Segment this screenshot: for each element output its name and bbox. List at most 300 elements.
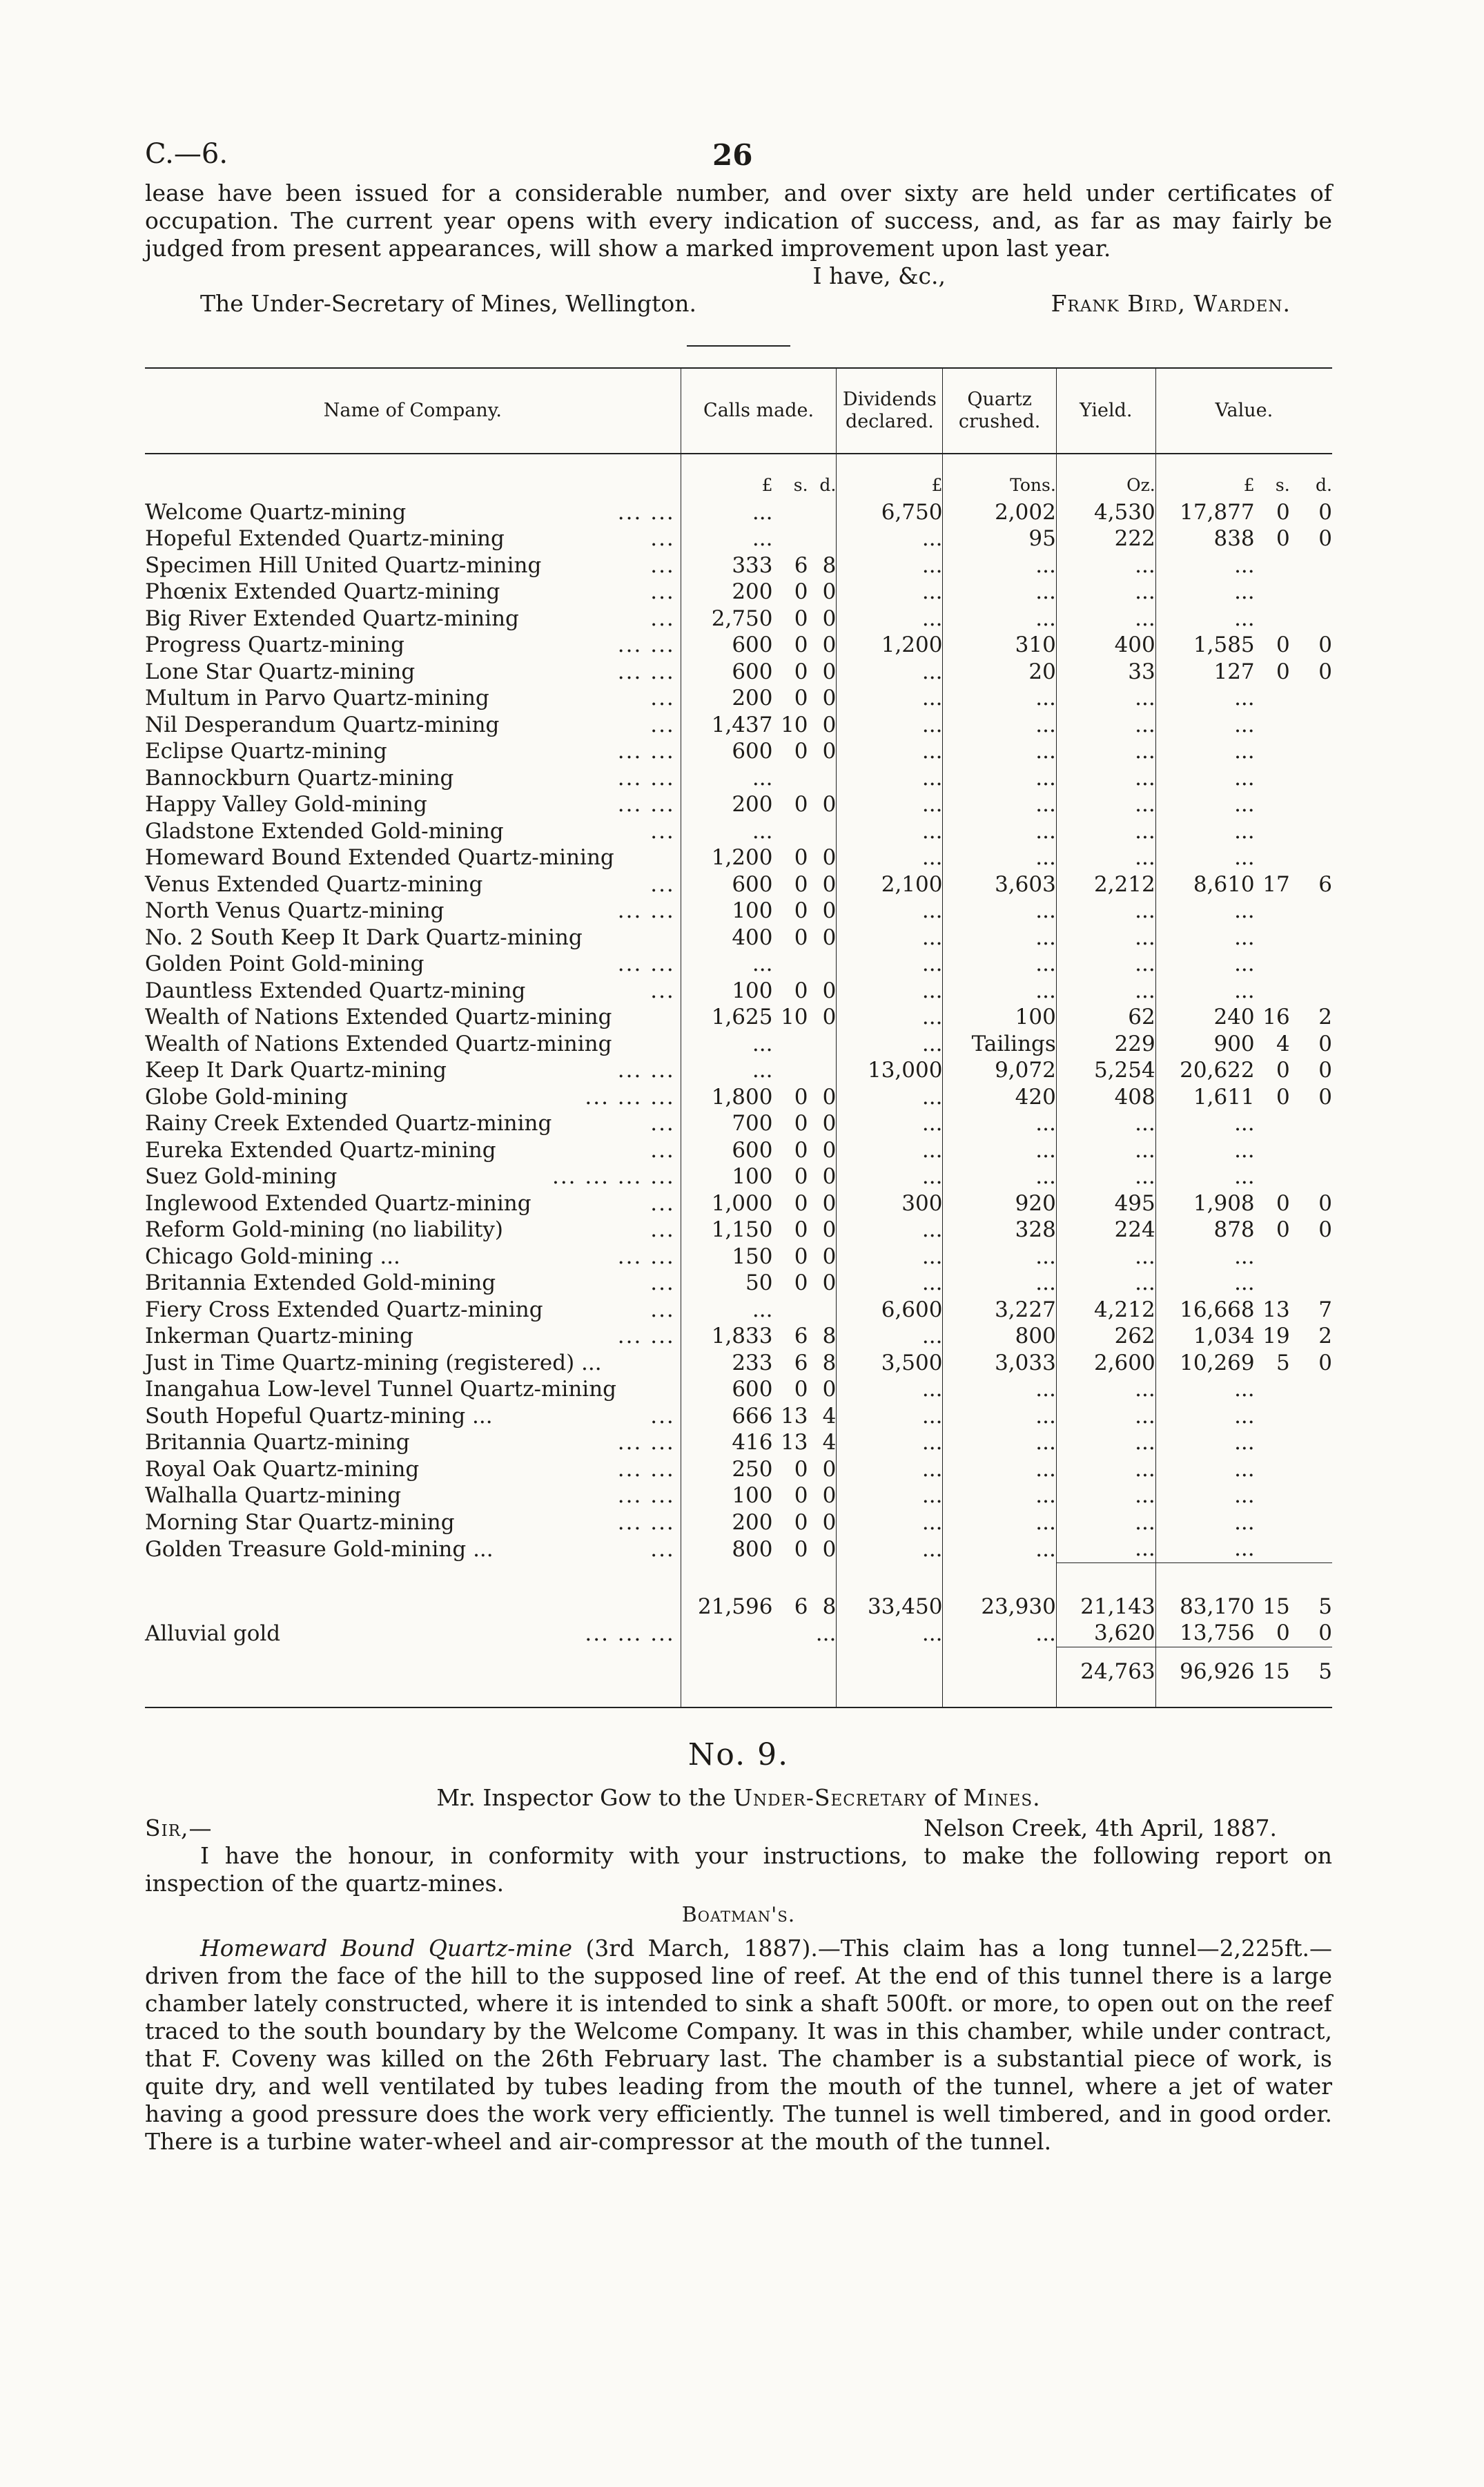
table-row (145, 1057, 1332, 1084)
value-pounds: ... (1155, 765, 1254, 792)
unit-value-shillings: s. (1275, 475, 1290, 495)
table-header-row (145, 368, 1332, 454)
company-name: Rainy Creek Extended Quartz-mining (145, 1111, 552, 1136)
calls-pence: 4 (822, 1430, 837, 1455)
company-name: Hopeful Extended Quartz-mining (145, 526, 505, 551)
table-row (145, 1456, 1332, 1483)
value-pence (1290, 791, 1332, 818)
units-row (145, 454, 1332, 499)
quartz-crushed: 95 (943, 525, 1056, 552)
value-shillings (1255, 898, 1290, 925)
value-shillings (1255, 552, 1290, 579)
calls-pence: 0 (822, 659, 837, 684)
calls-pounds: 200 (681, 1509, 772, 1536)
calls-pounds: 1,833 (681, 1323, 772, 1350)
calls-pence: 0 (822, 1270, 837, 1295)
value-shillings (1255, 818, 1290, 845)
company-name: Walhalla Quartz-mining (145, 1483, 402, 1508)
calls-pence: 8 (822, 1324, 837, 1348)
dividends: ... (837, 791, 943, 818)
dot-leader: ... (650, 552, 675, 578)
calls-pounds: 416 (681, 1429, 772, 1456)
quartz-crushed: 328 (943, 1217, 1056, 1244)
dot-leader: ... (650, 1137, 675, 1163)
dot-leader: ... ... (617, 499, 675, 525)
subheading-mines: Mines. (963, 1784, 1041, 1811)
value-pounds: ... (1155, 1509, 1254, 1536)
calls-pence: 0 (822, 1217, 837, 1242)
company-name: Royal Oak Quartz-mining (145, 1456, 420, 1482)
calls-shillings: 0 (794, 871, 808, 897)
company-name: Dauntless Extended Quartz-mining (145, 978, 526, 1003)
value-pounds: 16,668 (1155, 1297, 1254, 1324)
yield: 4,530 (1056, 499, 1155, 526)
dot-leader: ... ... (617, 1430, 675, 1455)
table-row (145, 579, 1332, 606)
calls-shillings (772, 1057, 808, 1084)
dot-leader: ... (650, 1111, 675, 1136)
value-pounds: ... (1155, 791, 1254, 818)
dot-leader: ... (650, 1190, 675, 1216)
value-pence: 0 (1318, 1350, 1332, 1375)
table-row (145, 1297, 1332, 1324)
value-pence: 2 (1318, 1324, 1332, 1348)
quartz-crushed: 3,603 (943, 871, 1056, 898)
yield: ... (1056, 844, 1155, 871)
calls-shillings (772, 1031, 808, 1058)
subheading-prefix: Mr. Inspector Gow to the (436, 1784, 726, 1811)
calls-shillings: 0 (794, 1377, 808, 1402)
dividends: ... (837, 525, 943, 552)
section-rule (687, 345, 790, 347)
quartz-crushed: ... (943, 685, 1056, 712)
unit-value-pence: d. (1316, 475, 1332, 495)
table-row (145, 818, 1332, 845)
yield: ... (1056, 951, 1155, 978)
value-shillings (1255, 1482, 1290, 1509)
yield: ... (1056, 1110, 1155, 1137)
dividends: 6,750 (837, 499, 943, 526)
company-name: Bannockburn Quartz-mining (145, 765, 454, 791)
quartz-crushed: 420 (943, 1084, 1056, 1111)
calls-pounds: ... (681, 1057, 772, 1084)
quartz-crushed: ... (943, 1163, 1056, 1190)
alluvial-value-pounds: 13,756 (1155, 1620, 1254, 1647)
calls-pounds: 666 (681, 1403, 772, 1430)
value-pence: 7 (1318, 1297, 1332, 1322)
yield: ... (1056, 685, 1155, 712)
value-pounds: ... (1155, 712, 1254, 739)
yield: 262 (1056, 1323, 1155, 1350)
yield: ... (1056, 1376, 1155, 1403)
dot-leader: ... (650, 606, 675, 631)
value-pence (1290, 552, 1332, 579)
value-pounds: ... (1155, 1244, 1254, 1270)
value-shillings: 0 (1276, 1217, 1290, 1242)
value-pence: 0 (1318, 1058, 1332, 1083)
yield: ... (1056, 1456, 1155, 1483)
table-row (145, 632, 1332, 659)
calls-pence (808, 525, 837, 552)
value-pence: 0 (1318, 1084, 1332, 1110)
grand-total-row (145, 1647, 1332, 1707)
yield: ... (1056, 925, 1155, 951)
value-pounds: ... (1155, 818, 1254, 845)
dividends: ... (837, 898, 943, 925)
grand-total-value-pence: 5 (1290, 1647, 1332, 1707)
dividends: 13,000 (837, 1057, 943, 1084)
calls-pounds: 1,625 (681, 1004, 772, 1031)
calls-pence: 0 (822, 1244, 837, 1269)
dividends: ... (837, 712, 943, 739)
calls-pence: 0 (822, 632, 837, 657)
dividends: ... (837, 1270, 943, 1297)
value-pounds: 20,622 (1155, 1057, 1254, 1084)
calls-pence (808, 499, 837, 526)
yield: 2,600 (1056, 1350, 1155, 1377)
value-pounds: 10,269 (1155, 1350, 1254, 1377)
page-number: 26 (712, 138, 753, 172)
alluvial-label: Alluvial gold (145, 1620, 281, 1646)
company-name: Big River Extended Quartz-mining (145, 606, 519, 631)
value-pence: 6 (1318, 871, 1332, 897)
value-pounds: ... (1155, 951, 1254, 978)
document-heading: No. 9. (687, 1737, 790, 1772)
table-row (145, 1429, 1332, 1456)
value-pence: 0 (1318, 526, 1332, 551)
dot-leader (602, 1350, 681, 1377)
calls-shillings: 0 (794, 1536, 808, 1562)
value-pence (1290, 1137, 1332, 1164)
table-row (145, 1350, 1332, 1377)
table-row (145, 791, 1332, 818)
company-name: Nil Desperandum Quartz-mining (145, 712, 500, 737)
calls-shillings: 0 (794, 1190, 808, 1216)
company-name: Inangahua Low-level Tunnel Quartz-mining (145, 1377, 617, 1402)
quartz-crushed: ... (943, 898, 1056, 925)
value-shillings: 0 (1276, 1058, 1290, 1083)
calls-pounds: 200 (681, 685, 772, 712)
signature-line (145, 290, 1332, 318)
dot-leader: ... ... (617, 1456, 675, 1482)
report-body: (3rd March, 1887).—This claim has a long tunnel—2,225ft.—driven from the face of the hill to the supposed line of reef. At the end of this tunnel there is a large chamber lately constructed, where it is intended to sink a shaft 500ft. or more, to open out on the reef traced to the south boundary by the Welcome Company. It was in this chamber, while under contract, that F. Coveny was killed on the 26th February last. The chamber is a substantial piece of work, is quite dry, and well ventilated by tubes leading from the mouth of the tunnel, where a jet of water having a good pressure does the work very efficiently. The tunnel is well timbered, and in good order. There is a turbine water-wheel and air-compressor at the mouth of the tunnel. (145, 1935, 1333, 2155)
dot-leader (616, 1376, 681, 1403)
table-row (145, 499, 1332, 526)
yield: ... (1056, 1429, 1155, 1456)
dot-leader: ... (650, 1536, 675, 1562)
value-shillings (1255, 579, 1290, 606)
company-name: Progress Quartz-mining (145, 632, 404, 657)
dot-leader: ... (650, 1217, 675, 1242)
dot-leader: ... (650, 871, 675, 897)
quartz-crushed: 20 (943, 659, 1056, 686)
section-heading: Boatman's. (681, 1903, 796, 1927)
value-shillings (1255, 1244, 1290, 1270)
value-pence (1290, 898, 1332, 925)
value-pence (1290, 1163, 1332, 1190)
calls-shillings (772, 525, 808, 552)
dividends: 2,100 (837, 871, 943, 898)
company-name: Globe Gold-mining (145, 1084, 349, 1110)
dividends: ... (837, 1536, 943, 1562)
calls-pounds: 400 (681, 925, 772, 951)
dividends: ... (837, 1429, 943, 1456)
quartz-crushed: ... (943, 1270, 1056, 1297)
calls-pounds: ... (681, 525, 772, 552)
calls-pence: 0 (822, 1190, 837, 1216)
dot-leader: ... ... (617, 1483, 675, 1508)
value-shillings: 4 (1276, 1031, 1290, 1056)
calls-pence: 0 (822, 686, 837, 710)
company-name: Wealth of Nations Extended Quartz-mining (145, 1031, 612, 1056)
header-value: Value. (1155, 368, 1332, 454)
value-pounds: ... (1155, 606, 1254, 632)
table-row (145, 685, 1332, 712)
table-row (145, 525, 1332, 552)
dividends: ... (837, 685, 943, 712)
calls-shillings: 6 (794, 1324, 808, 1348)
company-name: Morning Star Quartz-mining (145, 1509, 455, 1535)
company-name: Gladstone Extended Gold-mining (145, 818, 504, 844)
value-pence (1290, 606, 1332, 632)
yield: ... (1056, 818, 1155, 845)
dividends: ... (837, 1031, 943, 1058)
calls-pounds: 1,150 (681, 1217, 772, 1244)
calls-pounds: 1,800 (681, 1084, 772, 1111)
mining-returns-table (145, 367, 1332, 1708)
company-name: Phœnix Extended Quartz-mining (145, 579, 500, 604)
quartz-crushed: ... (943, 818, 1056, 845)
quartz-crushed: ... (943, 1403, 1056, 1430)
calls-shillings: 0 (794, 1111, 808, 1136)
yield: 222 (1056, 525, 1155, 552)
yield: 5,254 (1056, 1057, 1155, 1084)
value-shillings (1255, 791, 1290, 818)
value-pounds: ... (1155, 1456, 1254, 1483)
yield: ... (1056, 1482, 1155, 1509)
table-row (145, 552, 1332, 579)
yield: 4,212 (1056, 1297, 1155, 1324)
yield: ... (1056, 1536, 1155, 1562)
value-pence (1290, 685, 1332, 712)
value-shillings: 0 (1276, 1190, 1290, 1216)
quartz-crushed: ... (943, 552, 1056, 579)
calls-pence: 8 (822, 552, 837, 578)
table-row (145, 925, 1332, 951)
total-value-pence: 5 (1290, 1562, 1332, 1620)
table-body (145, 454, 1332, 1562)
value-shillings (1255, 1110, 1290, 1137)
value-pounds: 1,611 (1155, 1084, 1254, 1111)
company-name: Lone Star Quartz-mining (145, 659, 416, 684)
calls-pounds: 200 (681, 791, 772, 818)
running-head (145, 131, 1332, 180)
company-name: Fiery Cross Extended Quartz-mining (145, 1297, 543, 1322)
calls-shillings: 0 (794, 632, 808, 657)
yield: ... (1056, 1509, 1155, 1536)
quartz-crushed: ... (943, 712, 1056, 739)
table-row (145, 978, 1332, 1005)
value-shillings (1255, 1376, 1290, 1403)
calls-pounds: ... (681, 951, 772, 978)
dot-leader: ... (650, 712, 675, 737)
report-paragraph (145, 1935, 1332, 2156)
calls-pence: 0 (822, 1509, 837, 1535)
yield: 408 (1056, 1084, 1155, 1111)
calls-pounds: 150 (681, 1244, 772, 1270)
value-pounds: 1,034 (1155, 1323, 1254, 1350)
dividends: ... (837, 1376, 943, 1403)
value-pence: 0 (1318, 1190, 1332, 1216)
value-shillings: 0 (1276, 632, 1290, 657)
calls-pounds: 333 (681, 552, 772, 579)
value-shillings: 0 (1276, 659, 1290, 684)
calls-pounds: 233 (681, 1350, 772, 1377)
dot-leader: ... (650, 1403, 675, 1429)
quartz-crushed: ... (943, 844, 1056, 871)
calls-pence: 0 (822, 925, 837, 950)
calls-pence (808, 1297, 837, 1324)
calls-shillings: 10 (781, 712, 808, 737)
alluvial-row (145, 1620, 1332, 1647)
quartz-crushed: 800 (943, 1323, 1056, 1350)
dividends: ... (837, 579, 943, 606)
value-pounds: ... (1155, 1163, 1254, 1190)
value-pence (1290, 738, 1332, 765)
value-pence (1290, 1456, 1332, 1483)
value-pence (1290, 1244, 1332, 1270)
value-pence (1290, 712, 1332, 739)
value-shillings: 19 (1262, 1324, 1290, 1348)
calls-pounds: 700 (681, 1110, 772, 1137)
company-name: Venus Extended Quartz-mining (145, 871, 483, 897)
table-row (145, 738, 1332, 765)
calls-pounds: ... (681, 1297, 772, 1324)
company-name: Golden Point Gold-mining (145, 951, 424, 976)
calls-pounds: 1,200 (681, 844, 772, 871)
calls-shillings (772, 499, 808, 526)
calls-pence: 0 (822, 606, 837, 631)
calls-pence: 0 (822, 845, 837, 870)
calls-pounds: 2,750 (681, 606, 772, 632)
company-name: Eclipse Quartz-mining (145, 739, 387, 764)
value-pence: 0 (1318, 659, 1332, 684)
value-pence: 2 (1318, 1005, 1332, 1029)
total-calls-shillings: 6 (794, 1594, 808, 1619)
value-pounds: ... (1155, 579, 1254, 606)
dividends: ... (837, 818, 943, 845)
yield: ... (1056, 978, 1155, 1005)
yield: ... (1056, 1163, 1155, 1190)
calls-pence (808, 1031, 837, 1058)
calls-shillings: 0 (794, 1456, 808, 1482)
company-name: Specimen Hill United Quartz-mining (145, 552, 542, 578)
company-name: Homeward Bound Extended Quartz-mining (145, 845, 614, 870)
value-shillings (1255, 712, 1290, 739)
quartz-crushed: ... (943, 1137, 1056, 1164)
calls-pounds: 800 (681, 1536, 772, 1562)
quartz-crushed: ... (943, 1429, 1056, 1456)
table-row (145, 844, 1332, 871)
dividends: ... (837, 978, 943, 1005)
alluvial-leader: ... ... ... (585, 1620, 675, 1646)
header-quartz: Quartz crushed. (943, 368, 1056, 454)
calls-pence (808, 765, 837, 792)
calls-shillings: 0 (794, 1217, 808, 1242)
unit-pence: d. (819, 475, 837, 495)
calls-shillings (772, 1297, 808, 1324)
value-shillings (1255, 1270, 1290, 1297)
dividends: ... (837, 1244, 943, 1270)
dot-leader: ... ... (617, 898, 675, 923)
calls-pounds: 1,000 (681, 1190, 772, 1217)
value-shillings (1255, 978, 1290, 1005)
calls-shillings: 0 (794, 1244, 808, 1269)
calls-pence: 0 (822, 1483, 837, 1508)
table-row (145, 1509, 1332, 1536)
value-shillings (1255, 738, 1290, 765)
table-row (145, 1217, 1332, 1244)
yield: 2,212 (1056, 871, 1155, 898)
alluvial-calls: ... (681, 1620, 837, 1647)
calls-shillings (772, 765, 808, 792)
alluvial-yield: 3,620 (1056, 1620, 1155, 1647)
dividends: ... (837, 738, 943, 765)
value-pence (1290, 1403, 1332, 1430)
value-pounds: 1,908 (1155, 1190, 1254, 1217)
calls-pence (808, 951, 837, 978)
quartz-crushed: 3,227 (943, 1297, 1056, 1324)
total-quartz: 23,930 (943, 1562, 1056, 1620)
value-pounds: 17,877 (1155, 499, 1254, 526)
calls-shillings: 0 (794, 925, 808, 950)
value-pence (1290, 818, 1332, 845)
quartz-crushed: Tailings (943, 1031, 1056, 1058)
calls-pence: 0 (822, 871, 837, 897)
value-shillings: 16 (1262, 1005, 1290, 1029)
alluvial-dividends: ... (837, 1620, 943, 1647)
dividends: ... (837, 925, 943, 951)
dividends: ... (837, 1137, 943, 1164)
value-pounds: ... (1155, 898, 1254, 925)
dot-leader (612, 1031, 680, 1058)
value-shillings: 0 (1276, 499, 1290, 525)
quartz-crushed: ... (943, 978, 1056, 1005)
table-row (145, 1137, 1332, 1164)
subheading-recipient: Under-Secretary (733, 1784, 927, 1811)
calls-shillings: 0 (794, 686, 808, 710)
value-pence (1290, 978, 1332, 1005)
intro-paragraph: lease have been issued for a considerable number, and over sixty are held under certificates of occupation. The current year opens with every indication of success, and, as far as may fairly be judged from present appearances, will show a marked improvement upon last year. (145, 180, 1332, 262)
value-pounds: 127 (1155, 659, 1254, 686)
dividends: ... (837, 1482, 943, 1509)
grand-total-value-pounds: 96,926 (1155, 1647, 1254, 1707)
table-row (145, 898, 1332, 925)
value-shillings (1255, 1429, 1290, 1456)
dividends: ... (837, 951, 943, 978)
calls-shillings: 0 (794, 1270, 808, 1295)
calls-pounds: 200 (681, 579, 772, 606)
yield: ... (1056, 1403, 1155, 1430)
calls-pence: 0 (822, 712, 837, 737)
dot-leader: ... ... (617, 1058, 675, 1083)
value-shillings (1255, 844, 1290, 871)
value-pounds: ... (1155, 1403, 1254, 1430)
value-pence (1290, 925, 1332, 951)
company-name: Welcome Quartz-mining (145, 499, 407, 525)
quartz-crushed: ... (943, 579, 1056, 606)
unit-value-pounds: £ (1155, 454, 1254, 499)
